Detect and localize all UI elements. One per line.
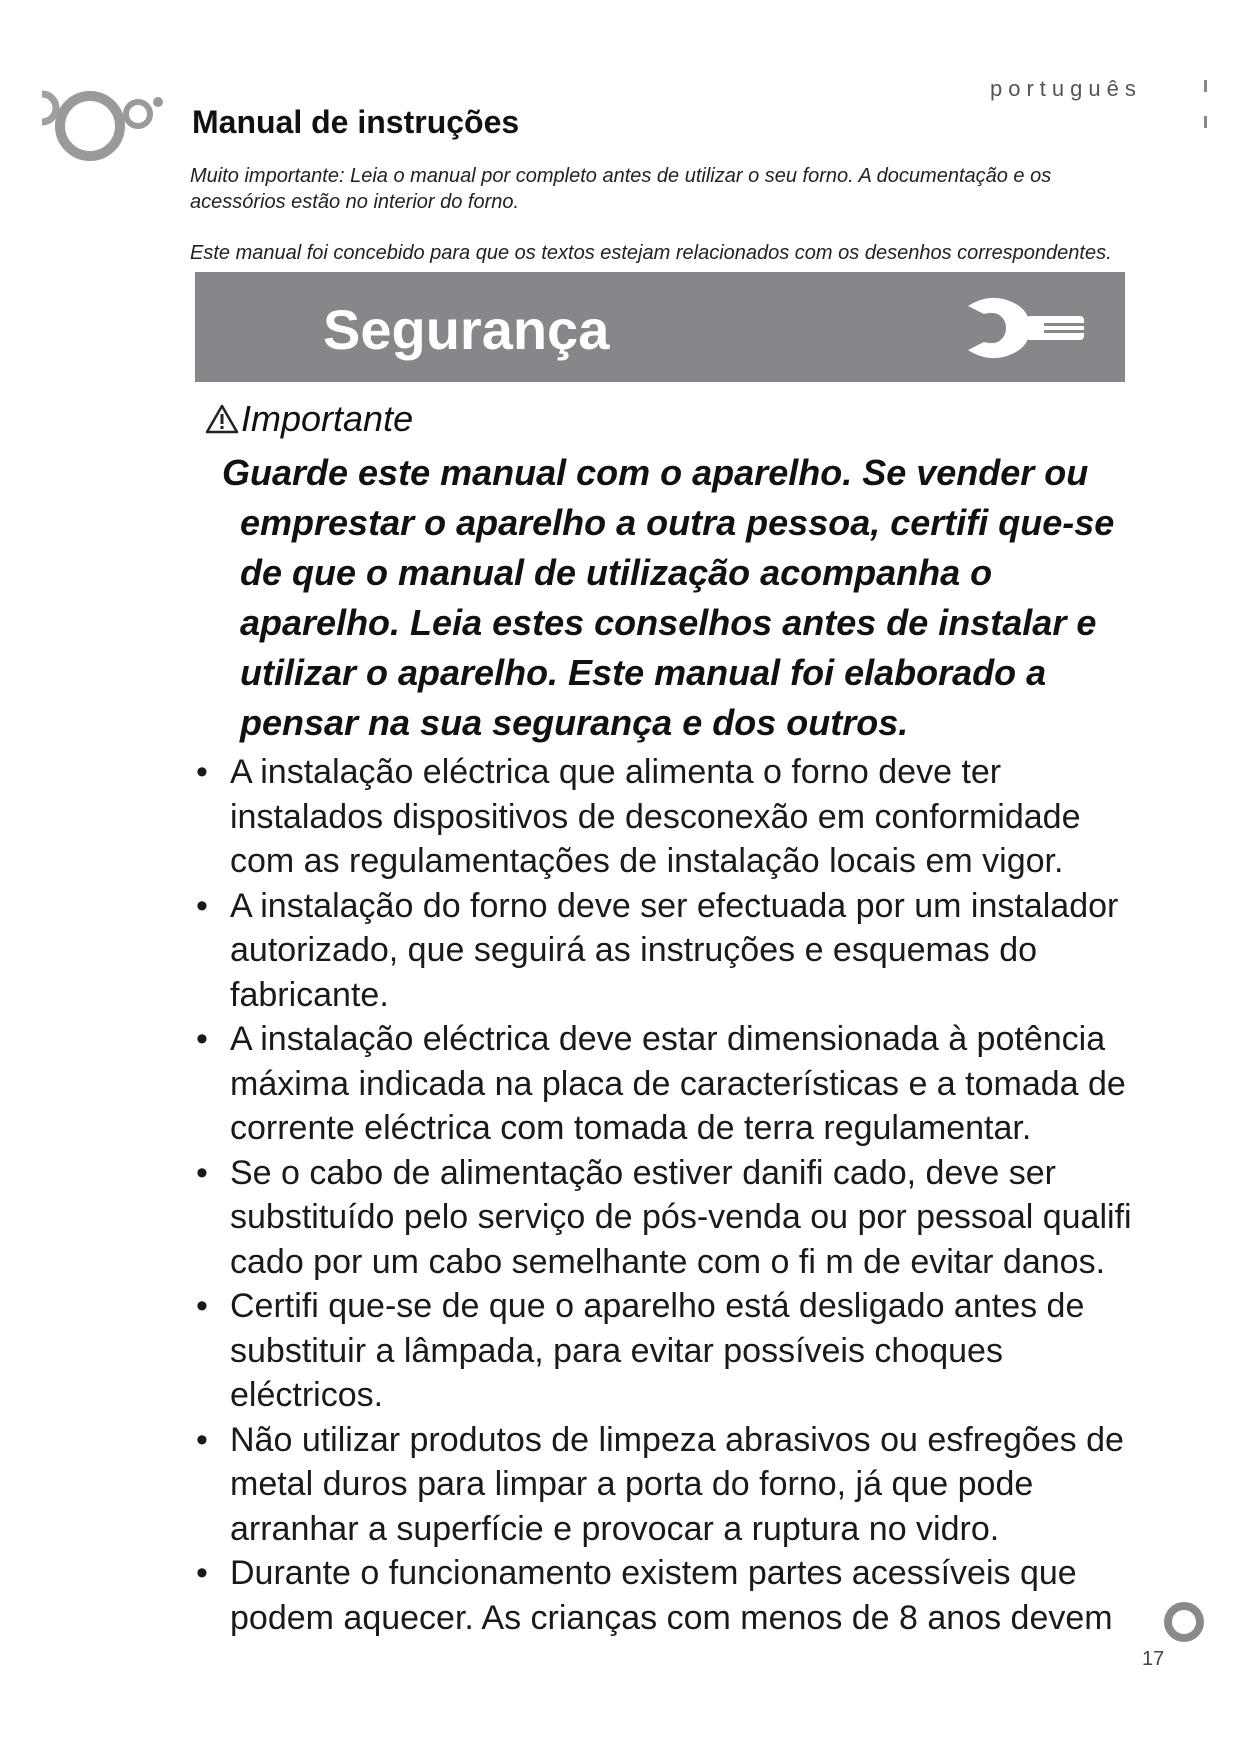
wrench-icon xyxy=(960,292,1090,364)
edge-mark xyxy=(1204,116,1207,128)
logo-arc xyxy=(42,94,56,122)
corner-ring-icon xyxy=(1162,1600,1206,1644)
list-item: • Não utilizar produtos de limpeza abrasivos ou esfregões de metal duros para limpar a porta do forno, já que pode arranhar a superfície e provocar a ruptura no vidro. xyxy=(196,1418,1146,1552)
brand-logo xyxy=(36,80,166,180)
language-label: português xyxy=(990,76,1142,101)
logo-small-ring xyxy=(126,102,150,126)
logo-dot xyxy=(153,97,163,107)
bullet-icon: • xyxy=(196,1153,208,1192)
manual-note: Este manual foi concebido para que os textos estejam relacionados com os desenhos correspondentes. xyxy=(190,242,1112,264)
list-item: • Durante o funcionamento existem partes acessíveis que podem aquecer. As crianças com menos de 8 anos devem xyxy=(196,1551,1146,1640)
manual-title: Manual de instruções xyxy=(192,104,520,140)
edge-mark xyxy=(1204,80,1207,92)
section-banner xyxy=(195,272,1125,382)
list-item: • Certifi que-se de que o aparelho está desligado antes de substituir a lâmpada, para evitar possíveis choques eléctricos. xyxy=(196,1284,1146,1418)
important-text: Guarde este manual com o aparelho. Se vender ou emprestar o aparelho a outra pessoa, certifi que-se de que o manual de utilização acompanha o aparelho. Leia estes conselhos antes de instalar e utilizar o aparelho. Este manual foi elaborado a pensar na sua segurança e dos outros. xyxy=(222,452,1115,743)
list-item: • A instalação eléctrica deve estar dimensionada à potência máxima indicada na placa de características e a tomada de corrente eléctrica com tomada de terra regulamentar. xyxy=(196,1017,1146,1151)
bullet-icon: • xyxy=(196,753,208,791)
important-heading-text: Importante xyxy=(241,398,414,439)
bullet-icon: • xyxy=(196,1287,208,1325)
bullet-icon: • xyxy=(196,886,208,925)
important-note: Muito importante: Leia o manual por completo antes de utilizar o seu forno. A documentação e os acessórios estão no interior do forno. xyxy=(190,165,1052,213)
safety-list xyxy=(196,750,1146,1640)
bullet-icon: • xyxy=(196,1020,208,1058)
list-item: • Se o cabo de alimentação estiver danifi cado, deve ser substituído pelo serviço de pós-venda ou por pessoal qualifi cado por um cabo semelhante com o fi m de evitar danos. xyxy=(196,1151,1146,1285)
warning-icon xyxy=(205,404,239,434)
list-item: • A instalação eléctrica que alimenta o forno deve ter instalados dispositivos de desconexão em conformidade com as regulamentações de instalação locais em vigor. xyxy=(196,750,1146,884)
list-item: • A instalação do forno deve ser efectuada por um instalador autorizado, que seguirá as instruções e esquemas do fabricante. xyxy=(196,884,1146,1018)
logo-ring xyxy=(60,96,120,156)
bullet-icon: • xyxy=(196,1554,208,1592)
important-heading xyxy=(205,398,413,440)
page-number: 17 xyxy=(1142,1648,1165,1670)
section-title: Segurança xyxy=(323,298,610,361)
bullet-icon: • xyxy=(196,1420,208,1459)
